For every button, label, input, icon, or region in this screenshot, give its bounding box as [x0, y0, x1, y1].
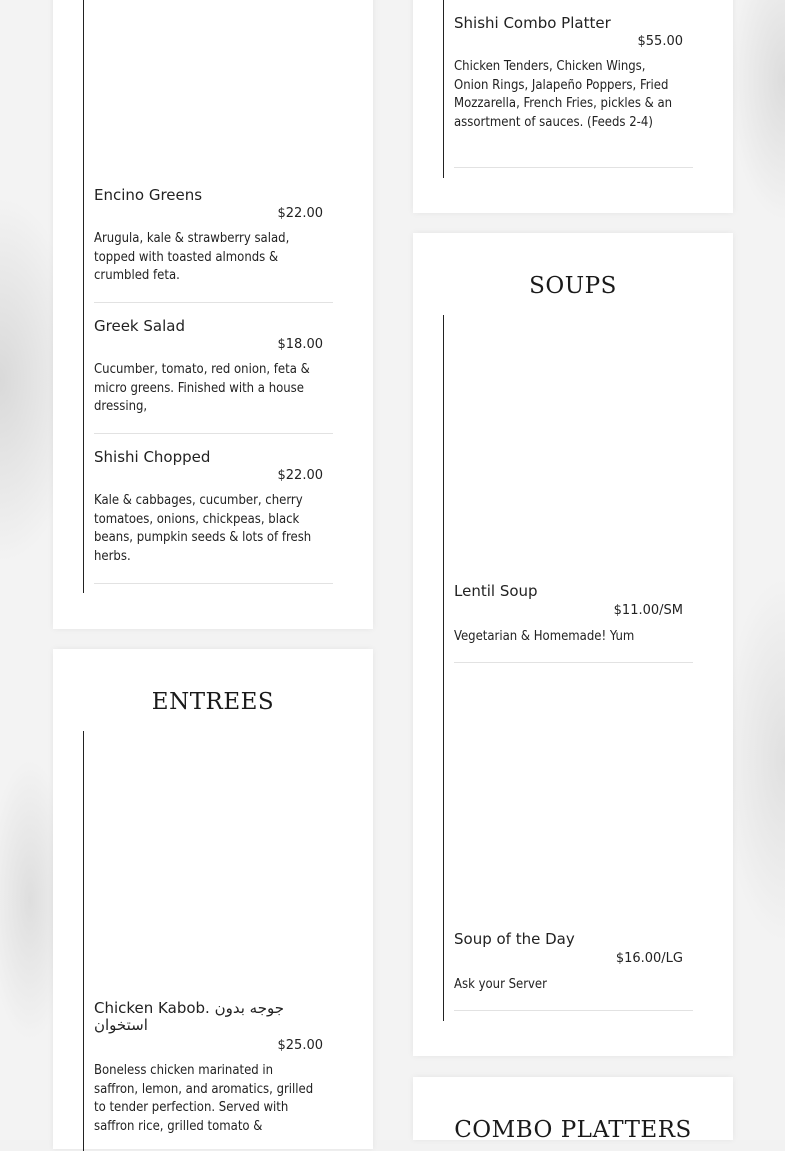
item-divider: [94, 583, 333, 584]
item-name: Encino Greens: [94, 186, 203, 204]
item-description: Arugula, kale & strawberry salad, topped with toasted almonds & crumbled feta.: [94, 231, 290, 284]
item-price: $55.00: [637, 34, 683, 49]
item-divider: [454, 1010, 693, 1011]
item-price: $22.00: [277, 206, 323, 221]
menu-item-shishi-combo-platter[interactable]: [454, 15, 693, 168]
item-price: $25.00: [277, 1038, 323, 1053]
item-name: Shishi Chopped: [94, 448, 211, 466]
salads-card: [53, 0, 373, 629]
menu-item-greek-salad[interactable]: [94, 318, 333, 434]
section-title-soups: SOUPS: [529, 273, 617, 299]
menu-item-soup-of-the-day[interactable]: [454, 931, 693, 1011]
entrees-card: [53, 649, 373, 1149]
section-title-combo-platters: COMBO PLATTERS: [454, 1117, 692, 1143]
item-description: Vegetarian & Homemade! Yum: [454, 629, 635, 644]
item-name: Lentil Soup: [454, 582, 538, 600]
item-price: $18.00: [277, 337, 323, 352]
item-name: Shishi Combo Platter: [454, 14, 611, 32]
item-description: Kale & cabbages, cucumber, cherry tomatoes, onions, chickpeas, black beans, pumpkin seeds & lots of fresh herbs.: [94, 493, 312, 564]
item-divider: [454, 167, 693, 168]
item-price: $16.00/LG: [615, 951, 683, 966]
item-name: Soup of the Day: [454, 930, 575, 948]
section-title-entrees: ENTREES: [151, 689, 275, 715]
item-name: Chicken Kabob. جوجه بدون استخوان: [94, 999, 284, 1034]
item-description: Cucumber, tomato, red onion, feta & micro greens. Finished with a house dressing,: [94, 362, 310, 415]
appetizers-card: [413, 0, 733, 213]
menu-item-shishi-chopped[interactable]: [94, 449, 333, 584]
item-name: Greek Salad: [94, 317, 185, 335]
item-description: Ask your Server: [454, 977, 547, 992]
item-divider: [94, 302, 333, 303]
menu-item-chicken-kabob[interactable]: [94, 1000, 333, 1150]
appetizers-rail: [443, 0, 444, 178]
item-description: Chicken Tenders, Chicken Wings, Onion Rings, Jalapeño Poppers, Fried Mozzarella, French Fries, pickles & an assortment of sauces. (Feeds 2-4): [454, 59, 673, 130]
item-description: Boneless chicken marinated in saffron, lemon, and aromatics, grilled to tender perfection. Served with saffron rice, grilled tomato &: [94, 1063, 314, 1134]
entrees-rail: [83, 731, 84, 1151]
item-price: $22.00: [277, 468, 323, 483]
menu-item-encino-greens[interactable]: [94, 187, 333, 303]
soups-rail: [443, 315, 444, 1021]
item-divider: [454, 662, 693, 663]
salads-rail: [83, 0, 84, 593]
item-divider: [94, 433, 333, 434]
item-price: $11.00/SM: [613, 603, 683, 618]
menu-item-lentil-soup[interactable]: [454, 583, 693, 663]
combo-platters-card: [413, 1077, 733, 1143]
soups-card: [413, 233, 733, 1056]
